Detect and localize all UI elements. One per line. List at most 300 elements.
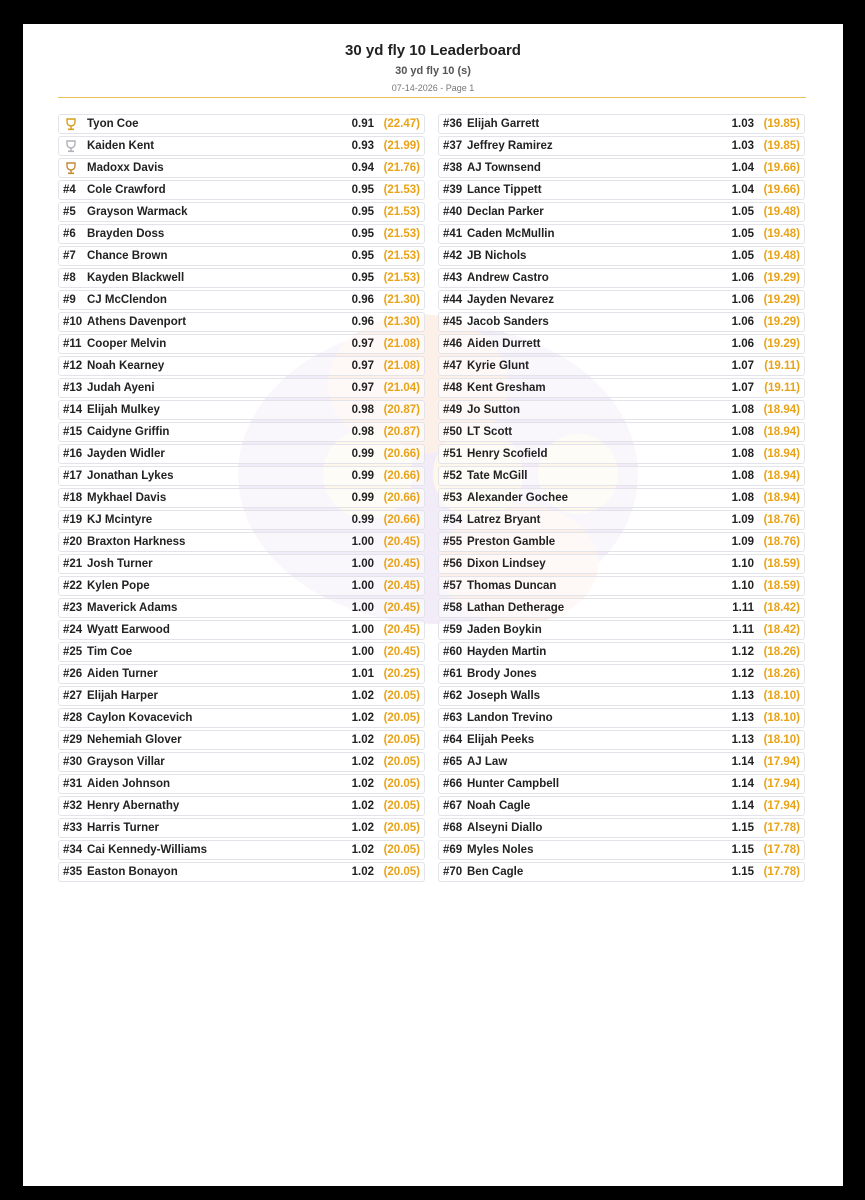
leaderboard-row (58, 136, 425, 156)
athlete-name: Elijah Garrett (467, 118, 540, 130)
time-value: 0.95 (351, 206, 374, 218)
time-value: 0.96 (351, 294, 374, 306)
time-value: 1.02 (351, 800, 374, 812)
time-value: 1.06 (731, 294, 754, 306)
athlete-name: Cole Crawford (87, 184, 166, 196)
athlete-name: Jonathan Lykes (87, 470, 174, 482)
speed-value: (19.48) (763, 250, 800, 262)
rank-label: #52 (443, 470, 463, 482)
athlete-name: Athens Davenport (87, 316, 187, 328)
athlete-name: Tyon Coe (87, 118, 139, 130)
athlete-name: Joseph Walls (467, 690, 541, 702)
date-page-line: 07-14-2026 - Page 1 (391, 83, 475, 93)
athlete-name: Alseyni Diallo (467, 822, 543, 834)
speed-value: (20.66) (383, 470, 420, 482)
rank-label: #38 (443, 162, 463, 174)
athlete-name: Aiden Durrett (467, 338, 541, 350)
leaderboard-row (58, 180, 425, 200)
athlete-name: Kent Gresham (467, 382, 546, 394)
athlete-name: Caidyne Griffin (87, 426, 170, 438)
time-value: 0.94 (351, 162, 374, 174)
time-value: 0.97 (351, 382, 374, 394)
rank-label: #26 (63, 668, 83, 680)
leaderboard-row (58, 664, 425, 684)
leaderboard-row (58, 774, 425, 794)
athlete-name: Maverick Adams (87, 602, 178, 614)
time-value: 1.10 (731, 580, 754, 592)
time-value: 0.99 (351, 448, 374, 460)
rank-label: #6 (63, 228, 76, 240)
time-value: 1.12 (731, 646, 754, 658)
time-value: 0.99 (351, 492, 374, 504)
speed-value: (18.26) (763, 646, 800, 658)
speed-value: (21.08) (383, 360, 420, 372)
time-value: 1.06 (731, 316, 754, 328)
speed-value: (21.30) (383, 316, 420, 328)
time-value: 1.02 (351, 756, 374, 768)
athlete-name: Grayson Villar (87, 756, 165, 768)
athlete-name: AJ Law (467, 756, 508, 768)
rank-label: #20 (63, 536, 83, 548)
athlete-name: Kylen Pope (87, 580, 150, 592)
leaderboard-row (438, 158, 805, 178)
rank-label: #37 (443, 140, 463, 152)
leaderboard-row (58, 796, 425, 816)
speed-value: (21.53) (383, 250, 420, 262)
leaderboard-row (438, 642, 805, 662)
time-value: 1.02 (351, 712, 374, 724)
athlete-name: Elijah Mulkey (87, 404, 160, 416)
speed-value: (19.29) (763, 338, 800, 350)
rank-label: #46 (443, 338, 463, 350)
time-value: 1.13 (731, 690, 754, 702)
time-value: 1.03 (731, 118, 754, 130)
athlete-name: Jayden Widler (87, 448, 165, 460)
rank-label: #53 (443, 492, 463, 504)
rank-label: #60 (443, 646, 463, 658)
rank-label: #13 (63, 382, 83, 394)
time-value: 1.14 (731, 778, 754, 790)
time-value: 1.06 (731, 272, 754, 284)
speed-value: (20.45) (383, 558, 420, 570)
leaderboard-row (438, 444, 805, 464)
time-value: 1.15 (731, 844, 754, 856)
rank-label: #4 (63, 184, 76, 196)
speed-value: (18.94) (763, 426, 800, 438)
leaderboard-row (58, 840, 425, 860)
speed-value: (18.94) (763, 470, 800, 482)
athlete-name: Elijah Peeks (467, 734, 535, 746)
athlete-name: Kyrie Glunt (467, 360, 529, 372)
speed-value: (18.94) (763, 404, 800, 416)
athlete-name: Judah Ayeni (87, 382, 155, 394)
speed-value: (19.48) (763, 228, 800, 240)
athlete-name: Myles Noles (467, 844, 534, 856)
leaderboard-row (438, 862, 805, 882)
time-value: 1.13 (731, 734, 754, 746)
rank-label: #35 (63, 866, 83, 878)
time-value: 1.06 (731, 338, 754, 350)
time-value: 0.97 (351, 338, 374, 350)
athlete-name: Nehemiah Glover (87, 734, 182, 746)
time-value: 0.98 (351, 404, 374, 416)
time-value: 0.91 (351, 118, 374, 130)
athlete-name: Henry Abernathy (87, 800, 180, 812)
rank-label: #56 (443, 558, 463, 570)
athlete-name: JB Nichols (467, 250, 527, 262)
athlete-name: Easton Bonayon (87, 866, 178, 878)
athlete-name: Preston Gamble (467, 536, 556, 548)
athlete-name: Noah Kearney (87, 360, 165, 372)
leaderboard-row (438, 488, 805, 508)
leaderboard-row (58, 730, 425, 750)
page-subtitle: 30 yd fly 10 (s) (395, 65, 471, 77)
rank-label: #44 (443, 294, 463, 306)
speed-value: (19.66) (763, 184, 800, 196)
speed-value: (19.85) (763, 140, 800, 152)
leaderboard-row (58, 444, 425, 464)
rank-label: #17 (63, 470, 83, 482)
time-value: 0.95 (351, 250, 374, 262)
time-value: 1.08 (731, 470, 754, 482)
athlete-name: Kaiden Kent (87, 140, 155, 152)
athlete-name: Grayson Warmack (87, 206, 188, 218)
speed-value: (20.45) (383, 536, 420, 548)
athlete-name: Caden McMullin (467, 228, 555, 240)
gold-trophy-icon (65, 118, 77, 131)
speed-value: (20.05) (383, 844, 420, 856)
speed-value: (20.87) (383, 404, 420, 416)
leaderboard-row (58, 114, 425, 134)
bronze-trophy-icon (65, 162, 77, 175)
rank-label: #30 (63, 756, 83, 768)
time-value: 1.00 (351, 602, 374, 614)
rank-label: #22 (63, 580, 83, 592)
speed-value: (20.05) (383, 734, 420, 746)
time-value: 1.05 (731, 228, 754, 240)
leaderboard-row (58, 752, 425, 772)
athlete-name: Brody Jones (467, 668, 537, 680)
athlete-name: Chance Brown (87, 250, 168, 262)
time-value: 1.01 (351, 668, 374, 680)
athlete-name: Aiden Johnson (87, 778, 171, 790)
speed-value: (18.26) (763, 668, 800, 680)
speed-value: (17.94) (763, 778, 800, 790)
speed-value: (17.78) (763, 866, 800, 878)
rank-label: #5 (63, 206, 76, 218)
athlete-name: Jo Sutton (467, 404, 521, 416)
leaderboard-row (58, 488, 425, 508)
leaderboard-row (58, 224, 425, 244)
speed-value: (18.76) (763, 536, 800, 548)
leaderboard-row (58, 334, 425, 354)
time-value: 0.93 (351, 140, 374, 152)
speed-value: (20.66) (383, 492, 420, 504)
rank-label: #40 (443, 206, 463, 218)
athlete-name: Jayden Nevarez (467, 294, 554, 306)
athlete-name: KJ Mcintyre (87, 514, 153, 526)
leaderboard-row (58, 290, 425, 310)
time-value: 0.95 (351, 272, 374, 284)
speed-value: (20.66) (383, 448, 420, 460)
leaderboard-row (58, 378, 425, 398)
rank-label: #32 (63, 800, 83, 812)
athlete-name: Wyatt Earwood (87, 624, 170, 636)
speed-value: (19.11) (764, 382, 800, 394)
rank-label: #42 (443, 250, 463, 262)
time-value: 1.07 (731, 382, 754, 394)
rank-label: #48 (443, 382, 463, 394)
time-value: 1.02 (351, 822, 374, 834)
speed-value: (21.53) (383, 272, 420, 284)
speed-value: (18.10) (763, 734, 800, 746)
leaderboard-row (438, 664, 805, 684)
leaderboard-row (58, 554, 425, 574)
athlete-name: Landon Trevino (467, 712, 553, 724)
leaderboard-row (438, 730, 805, 750)
rank-label: #58 (443, 602, 463, 614)
rank-label: #67 (443, 800, 463, 812)
rank-label: #69 (443, 844, 463, 856)
rank-label: #23 (63, 602, 83, 614)
leaderboard-row (438, 620, 805, 640)
time-value: 0.96 (351, 316, 374, 328)
silver-trophy-icon (65, 140, 77, 153)
speed-value: (20.05) (383, 712, 420, 724)
time-value: 1.08 (731, 426, 754, 438)
time-value: 1.08 (731, 448, 754, 460)
time-value: 1.11 (732, 624, 754, 636)
time-value: 1.02 (351, 778, 374, 790)
time-value: 1.14 (731, 756, 754, 768)
time-value: 0.97 (351, 360, 374, 372)
athlete-name: Hayden Martin (467, 646, 547, 658)
speed-value: (17.78) (763, 822, 800, 834)
time-value: 1.15 (731, 866, 754, 878)
speed-value: (18.94) (763, 492, 800, 504)
athlete-name: Lance Tippett (467, 184, 542, 196)
leaderboard-row (438, 510, 805, 530)
leaderboard-row (58, 400, 425, 420)
speed-value: (21.76) (383, 162, 420, 174)
time-value: 1.02 (351, 734, 374, 746)
rank-label: #65 (443, 756, 463, 768)
speed-value: (20.05) (383, 756, 420, 768)
athlete-name: Mykhael Davis (87, 492, 167, 504)
leaderboard-row (58, 268, 425, 288)
athlete-name: Harris Turner (87, 822, 160, 834)
rank-label: #61 (443, 668, 463, 680)
rank-label: #34 (63, 844, 83, 856)
time-value: 1.08 (731, 492, 754, 504)
time-value: 1.14 (731, 800, 754, 812)
time-value: 1.00 (351, 646, 374, 658)
leaderboard-row (438, 796, 805, 816)
speed-value: (20.05) (383, 778, 420, 790)
leaderboard-row (438, 576, 805, 596)
speed-value: (19.85) (763, 118, 800, 130)
leaderboard-row (438, 686, 805, 706)
rank-label: #27 (63, 690, 83, 702)
leaderboard-row (438, 356, 805, 376)
rank-label: #7 (63, 250, 76, 262)
speed-value: (19.66) (763, 162, 800, 174)
speed-value: (20.45) (383, 646, 420, 658)
athlete-name: Kayden Blackwell (87, 272, 185, 284)
leaderboard-column-right (438, 114, 805, 884)
athlete-name: Braxton Harkness (87, 536, 186, 548)
speed-value: (21.04) (383, 382, 420, 394)
time-value: 0.95 (351, 228, 374, 240)
rank-label: #36 (443, 118, 463, 130)
rank-label: #68 (443, 822, 463, 834)
time-value: 1.03 (731, 140, 754, 152)
leaderboard-row (438, 400, 805, 420)
leaderboard-row (58, 818, 425, 838)
time-value: 0.95 (351, 184, 374, 196)
leaderboard-row (58, 356, 425, 376)
leaderboard-row (58, 862, 425, 882)
leaderboard-row (58, 202, 425, 222)
time-value: 1.00 (351, 580, 374, 592)
speed-value: (19.11) (764, 360, 800, 372)
athlete-name: Josh Turner (87, 558, 153, 570)
rank-label: #49 (443, 404, 463, 416)
leaderboard-row (438, 598, 805, 618)
leaderboard-column-left (58, 114, 425, 884)
leaderboard-row (58, 576, 425, 596)
time-value: 1.05 (731, 250, 754, 262)
athlete-name: Ben Cagle (467, 866, 524, 878)
rank-label: #63 (443, 712, 463, 724)
time-value: 1.02 (351, 866, 374, 878)
leaderboard-row (58, 312, 425, 332)
leaderboard-row (58, 246, 425, 266)
speed-value: (20.05) (383, 800, 420, 812)
speed-value: (20.05) (383, 690, 420, 702)
rank-label: #70 (443, 866, 463, 878)
time-value: 0.99 (351, 470, 374, 482)
leaderboard-row (438, 136, 805, 156)
athlete-name: Jacob Sanders (467, 316, 549, 328)
speed-value: (18.42) (763, 624, 800, 636)
leaderboard-row (58, 598, 425, 618)
leaderboard-row (58, 642, 425, 662)
leaderboard-row (58, 532, 425, 552)
rank-label: #33 (63, 822, 83, 834)
leaderboard-row (58, 510, 425, 530)
leaderboard-row (438, 268, 805, 288)
speed-value: (18.59) (763, 580, 800, 592)
athlete-name: Noah Cagle (467, 800, 531, 812)
rank-label: #18 (63, 492, 83, 504)
time-value: 0.98 (351, 426, 374, 438)
speed-value: (21.53) (383, 184, 420, 196)
leaderboard-row (438, 114, 805, 134)
rank-label: #59 (443, 624, 463, 636)
speed-value: (17.78) (763, 844, 800, 856)
speed-value: (20.25) (383, 668, 420, 680)
athlete-name: Cai Kennedy-Williams (87, 844, 208, 856)
athlete-name: Madoxx Davis (87, 162, 164, 174)
athlete-name: Latrez Bryant (467, 514, 541, 526)
leaderboard-row (438, 818, 805, 838)
rank-label: #29 (63, 734, 83, 746)
leaderboard-row (438, 422, 805, 442)
rank-label: #16 (63, 448, 83, 460)
time-value: 1.04 (731, 184, 754, 196)
athlete-name: Hunter Campbell (467, 778, 560, 790)
rank-label: #11 (63, 338, 82, 350)
rank-label: #21 (63, 558, 83, 570)
athlete-name: Aiden Turner (87, 668, 158, 680)
rank-label: #28 (63, 712, 83, 724)
time-value: 0.99 (351, 514, 374, 526)
rank-label: #47 (443, 360, 463, 372)
time-value: 1.12 (731, 668, 754, 680)
athlete-name: AJ Townsend (467, 162, 541, 174)
speed-value: (21.99) (383, 140, 420, 152)
athlete-name: Lathan Detherage (467, 602, 565, 614)
athlete-name: Henry Scofield (467, 448, 548, 460)
rank-label: #19 (63, 514, 83, 526)
leaderboard-row (58, 620, 425, 640)
rank-label: #50 (443, 426, 463, 438)
athlete-name: Alexander Gochee (467, 492, 568, 504)
athlete-name: CJ McClendon (87, 294, 167, 306)
time-value: 1.05 (731, 206, 754, 218)
leaderboard-row (438, 202, 805, 222)
rank-label: #45 (443, 316, 463, 328)
time-value: 1.08 (731, 404, 754, 416)
leaderboard-row (438, 246, 805, 266)
time-value: 1.09 (731, 514, 754, 526)
speed-value: (21.53) (383, 228, 420, 240)
rank-label: #64 (443, 734, 463, 746)
athlete-name: LT Scott (467, 426, 513, 438)
speed-value: (20.66) (383, 514, 420, 526)
leaderboard-row (438, 334, 805, 354)
time-value: 1.04 (731, 162, 754, 174)
time-value: 1.09 (731, 536, 754, 548)
rank-label: #57 (443, 580, 463, 592)
time-value: 1.13 (731, 712, 754, 724)
leaderboard-row (58, 422, 425, 442)
athlete-name: Jeffrey Ramirez (467, 140, 553, 152)
time-value: 1.02 (351, 844, 374, 856)
time-value: 1.02 (351, 690, 374, 702)
leaderboard-row (438, 312, 805, 332)
time-value: 1.07 (731, 360, 754, 372)
athlete-name: Jaden Boykin (467, 624, 542, 636)
speed-value: (20.45) (383, 580, 420, 592)
athlete-name: Tim Coe (87, 646, 133, 658)
athlete-name: Andrew Castro (467, 272, 549, 284)
rank-label: #51 (443, 448, 463, 460)
time-value: 1.10 (731, 558, 754, 570)
leaderboard-row (438, 532, 805, 552)
speed-value: (18.10) (763, 712, 800, 724)
leaderboard-row (438, 180, 805, 200)
rank-label: #39 (443, 184, 463, 196)
athlete-name: Dixon Lindsey (467, 558, 546, 570)
rank-label: #9 (63, 294, 76, 306)
speed-value: (20.87) (383, 426, 420, 438)
leaderboard-row (58, 708, 425, 728)
leaderboard-row (438, 774, 805, 794)
rank-label: #31 (63, 778, 83, 790)
speed-value: (18.59) (763, 558, 800, 570)
